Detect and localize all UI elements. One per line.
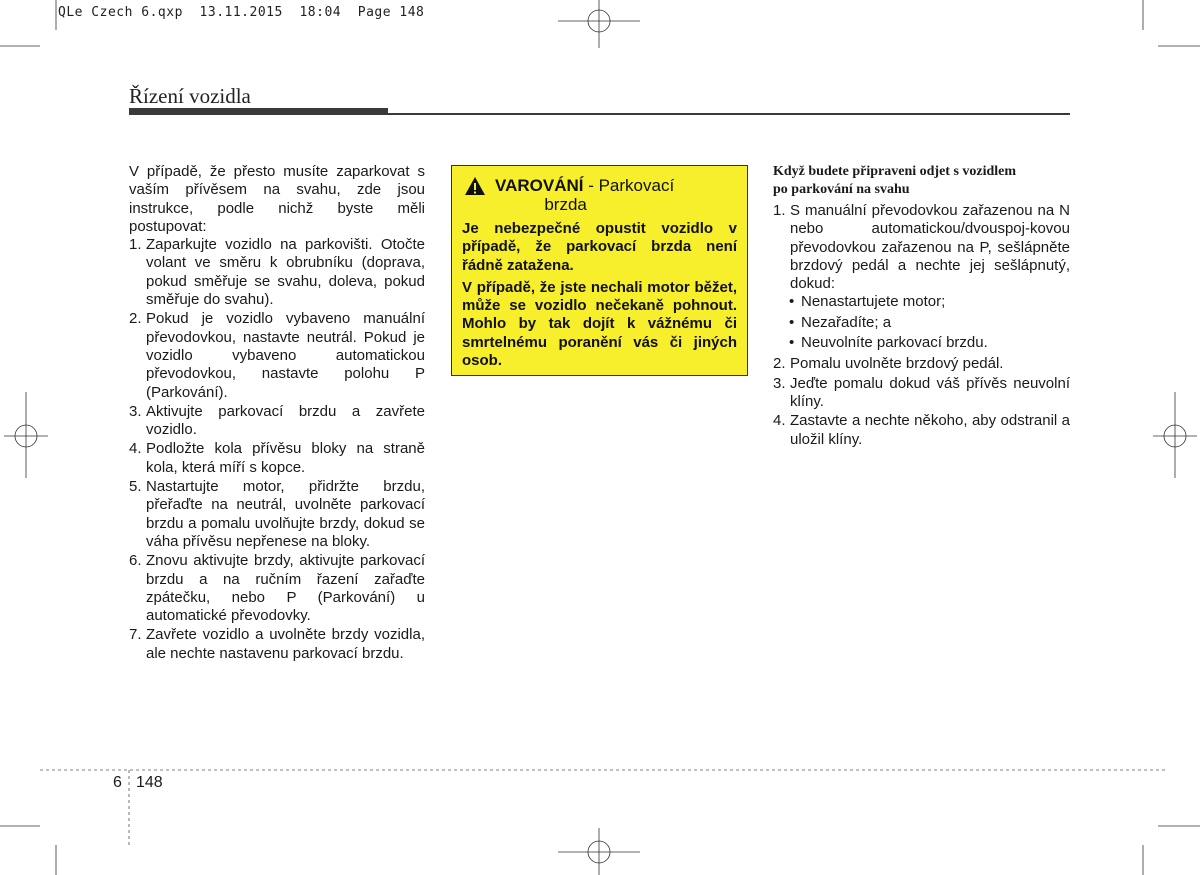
step-number: 5. (129, 478, 142, 496)
warning-triangle-icon (464, 176, 486, 196)
list-item (773, 412, 1070, 449)
chapter-title: Řízení vozidla (129, 84, 251, 108)
bullet-text: Nenastartujete motor; (801, 293, 946, 311)
section-heading-line2: po parkování na svahu (773, 182, 910, 197)
warning-paragraph: Je nebezpečné opustit vozidlo v případě, že parkovací brzda není řádně zatažena. (462, 220, 737, 274)
warning-label: VAROVÁNÍ (495, 176, 584, 195)
step-number: 6. (129, 552, 142, 570)
step-text: Aktivujte parkovací brzdu a zavřete vozidlo. (146, 402, 425, 439)
step-number: 3. (773, 374, 786, 392)
step-number: 4. (129, 440, 142, 458)
step-number: 2. (773, 355, 786, 373)
right-column (773, 163, 1070, 450)
section-heading-line1: Když budete připraveni odjet s vozidlem (773, 164, 1017, 179)
step-text: Zavřete vozidlo a uvolněte brzdy vozidla, ale nechte nastavenu parkovací brzdu. (146, 626, 425, 662)
step-text: Jeďte pomalu dokud váš přívěs neuvolní klíny. (790, 374, 1070, 410)
step-text: Nastartujte motor, přidržte brzdu, přeřaďte na neutrál, uvolněte parkovací brzdu a pomalu uvolňujte brzdy, dokud se váha přívěsu nepřenese na bloky. (146, 478, 425, 550)
step-text: Pomalu uvolněte brzdový pedál. (790, 355, 1004, 373)
section-heading (773, 163, 1070, 199)
list-item (773, 355, 1070, 373)
warning-paragraph: V případě, že jste nechali motor běžet, může se vozidlo nečekaně pohnout. Mohlo by tak dojít k vážnému či smrtelnému poranění vás či jiných osob. (462, 278, 737, 370)
bullet-item (789, 293, 1070, 311)
step-number: 7. (129, 626, 142, 644)
list-item (129, 403, 425, 440)
list-item (129, 236, 425, 309)
step-text: Znovu aktivujte brzdy, aktivujte parkovací brzdu a na ručním řazení zařaďte zpátečku, nebo P (Parkování) u automatické převodovky. (146, 552, 425, 625)
step-text: Zastavte a nechte někoho, aby odstranil a uložil klíny. (790, 412, 1070, 448)
step-text (790, 202, 1070, 354)
print-slug: QLe Czech 6.qxp 13.11.2015 18:04 Page 148 (58, 5, 425, 20)
bullet-item (789, 334, 1070, 352)
list-item (129, 552, 425, 625)
step-number: 4. (773, 412, 786, 430)
list-item (773, 375, 1070, 412)
parking-steps-list (129, 236, 425, 663)
step-number: 1. (773, 202, 786, 219)
step-text: Zaparkujte vozidlo na parkovišti. Otočte volant ve směru k obrubníku (doprava, pokud směřuje se svahu, doleva, pokud směřuje do svahu). (146, 236, 425, 309)
list-item (129, 440, 425, 477)
warning-title (462, 176, 737, 214)
step-number: 2. (129, 310, 142, 328)
step-number: 1. (129, 236, 142, 254)
bullet-text: Neuvolníte parkovací brzdu. (801, 334, 988, 352)
departure-steps-list (773, 202, 1070, 449)
bullet-text: Nezařadíte; a (801, 313, 892, 331)
bullet-list (773, 293, 1070, 352)
step-text: Podložte kola přívěsu bloky na straně kola, která míří s kopce. (146, 440, 425, 476)
step-text: Pokud je vozidlo vybaveno manuální převodovkou, nastavte neutrál. Pokud je vozidlo vybaveno automatickou převodovkou, nastavte polohu P (Parkování). (146, 310, 425, 401)
chapter-number: 6 (113, 774, 122, 791)
warning-subject-line2: brzda (544, 195, 587, 214)
step-number: 3. (129, 402, 142, 420)
bullet-dot-icon: • (789, 293, 795, 311)
step-text-body: S manuální převodovkou zařazenou na N nebo automatickou/dvouspoj-kovou převodovkou zařazenou na P, sešlápněte brzdový pedál a nechte jej sešlápnutý, dokud: (790, 202, 1070, 293)
list-item (773, 202, 1070, 354)
intro-paragraph: V případě, že přesto musíte zaparkovat s vaším přívěsem na svahu, zde jsou instrukce, podle nichž byste měli postupovat: (129, 163, 425, 235)
list-item (129, 310, 425, 401)
bullet-dot-icon: • (789, 313, 795, 331)
bullet-item (789, 314, 1070, 332)
warning-box (451, 165, 748, 376)
list-item (129, 626, 425, 663)
page-number: 148 (136, 774, 163, 791)
left-column (129, 163, 425, 664)
list-item (129, 478, 425, 551)
warning-subject: - Parkovací (583, 176, 675, 195)
title-rule-thick (129, 108, 388, 115)
bullet-dot-icon: • (789, 334, 795, 352)
title-rule-thin (388, 113, 1070, 115)
